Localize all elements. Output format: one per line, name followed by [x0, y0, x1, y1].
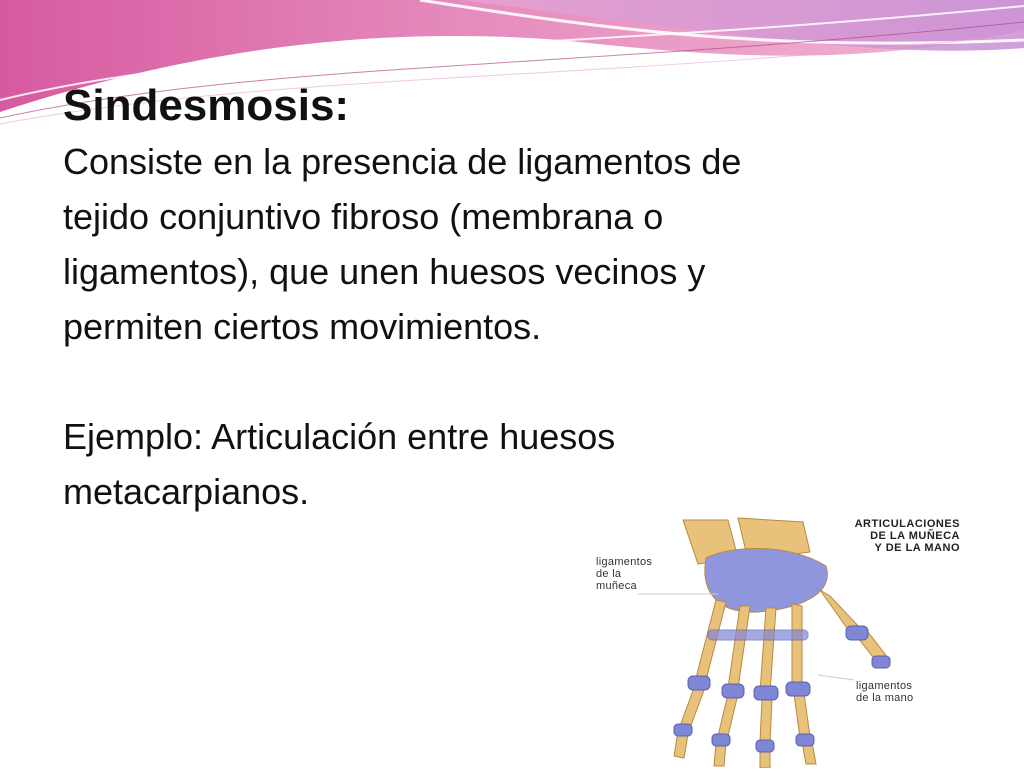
hand-pointer-line [818, 675, 854, 680]
paragraph-spacer [63, 354, 963, 409]
hand-ligaments-illustration [588, 480, 964, 768]
hand-label-line-2: de la mano [856, 692, 914, 704]
body-line-3: ligamentos), que unen huesos vecinos y [63, 251, 706, 292]
wrist-label-line-1: ligamentos [596, 556, 653, 568]
wrist-label-line-2: de la [596, 568, 622, 580]
example-line-1: Ejemplo: Articulación entre huesos [63, 416, 616, 457]
hand-ligaments-label [856, 680, 913, 704]
wrist-label-line-3: muñeca [596, 580, 637, 592]
wrist-ligaments-label [596, 556, 652, 592]
figure-title [810, 518, 960, 554]
figure-title-line-2: DE LA MUÑECA [870, 530, 960, 542]
body-line-2: tejido conjuntivo fibroso (membrana o [63, 196, 664, 237]
figure-title-line-3: Y DE LA MANO [874, 542, 960, 554]
body-line-4: permiten ciertos movimientos. [63, 306, 542, 347]
body-line-1: Consiste en la presencia de ligamentos de [63, 141, 742, 182]
slide-title: Sindesmosis: [63, 81, 350, 130]
example-line-2: metacarpianos. [63, 471, 310, 512]
hand-label-line-1: ligamentos [856, 680, 913, 692]
slide-content [63, 78, 963, 519]
figure-title-line-1: ARTICULACIONES [854, 518, 960, 530]
